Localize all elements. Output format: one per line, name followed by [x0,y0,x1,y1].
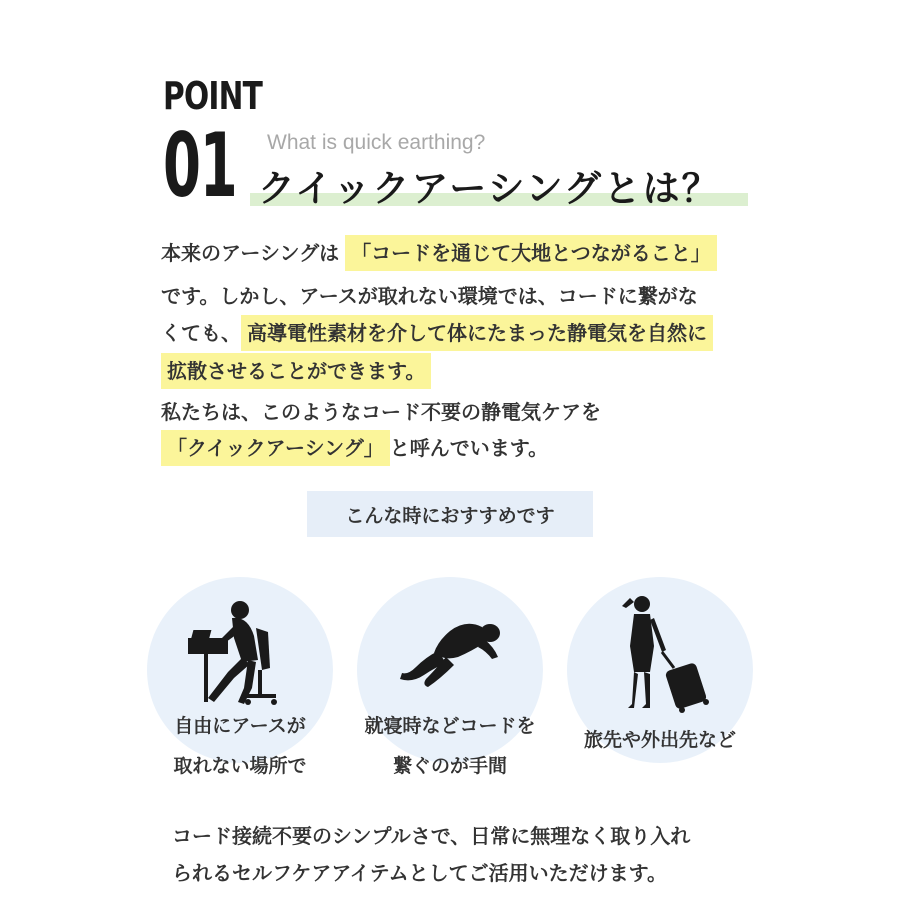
intro-text: 本来のアーシングは [161,241,340,265]
case-label-line: 自由にアースが [174,715,306,737]
intro-line-6 [161,432,781,461]
traveler-suitcase-silhouette-icon [620,592,716,714]
closing-line-1: コード接続不要のシンプルさで、日常に無理なく取り入れ [172,824,691,848]
sleeping-person-silhouette-icon [398,617,510,689]
recommend-label: こんな時におすすめです [307,491,593,537]
case-label-line: 繋ぐのが手間 [392,755,507,777]
case-label-travel [557,720,763,760]
case-label-line: 旅先や外出先など [583,729,736,751]
intro-highlight: 「コードを通じて大地とつながること」 [345,235,717,271]
intro-line-4 [161,355,781,384]
case-label-line: 就寝時などコードを [364,715,536,737]
intro-text: と呼んでいます。 [389,436,549,460]
point-label: POINT [163,74,263,118]
case-label-line: 取れない場所で [173,755,307,777]
intro-text: 私たちは、このようなコード不要の静電気ケアを [161,400,601,424]
case-label-desk [147,706,333,786]
intro-line-1 [161,237,781,266]
intro-highlight: 拡散させることができます。 [161,353,431,389]
point-number: 01 [163,114,237,217]
section-title: クイックアーシングとは？ [258,167,721,210]
closing-line-2: られるセルフケアアイテムとしてご活用いただけます。 [172,861,667,885]
intro-line-3 [161,317,781,346]
intro-line-2 [161,280,781,309]
intro-text: くても、 [161,321,241,345]
desk-worker-silhouette-icon [188,598,278,708]
case-label-sleep [343,706,557,786]
intro-highlight: 「クイックアーシング」 [161,430,390,466]
intro-line-5 [161,396,781,425]
intro-highlight: 高導電性素材を介して体にたまった静電気を自然に [241,315,713,351]
intro-text: です。しかし、アースが取れない環境では、コードに繋がな [161,284,698,308]
section-subtitle: What is quick earthing? [267,131,486,154]
